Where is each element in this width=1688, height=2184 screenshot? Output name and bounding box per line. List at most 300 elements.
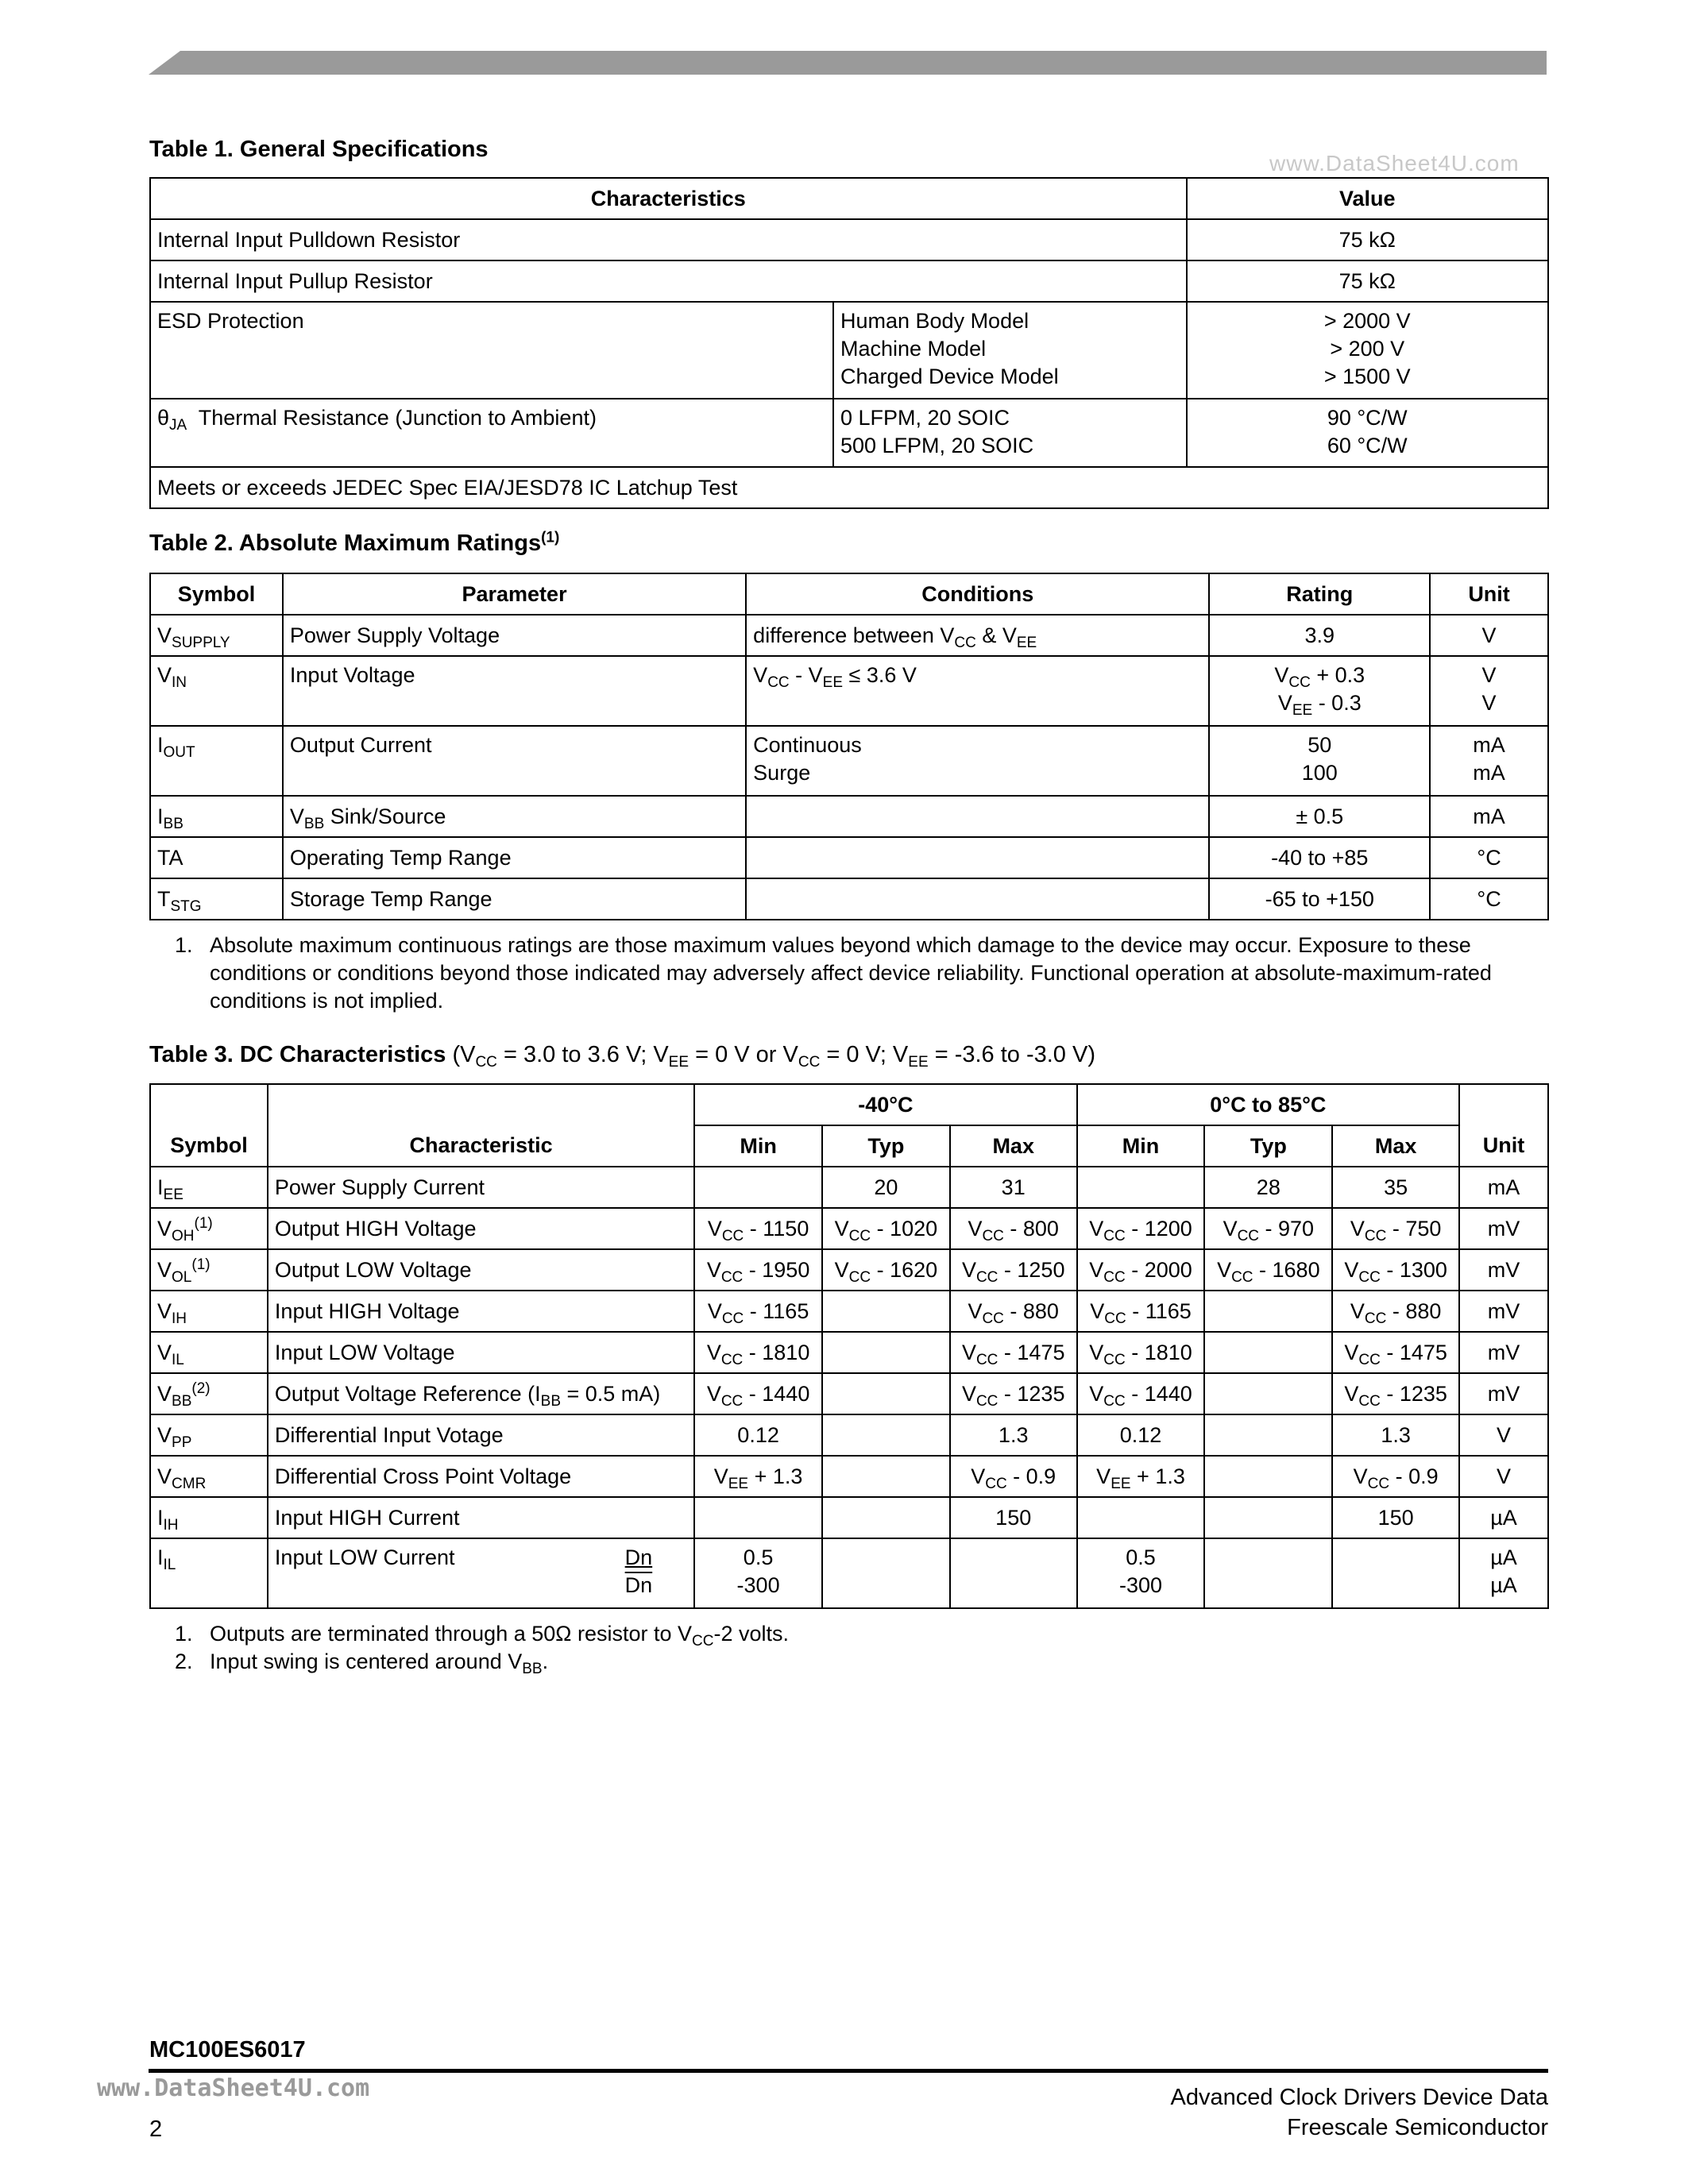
vcc-letter: V xyxy=(707,1298,722,1323)
max-cell xyxy=(1332,1373,1459,1414)
table2-caption-text: Table 2. Absolute Maximum Ratings xyxy=(149,531,542,556)
cell-value: - 1950 xyxy=(743,1257,810,1282)
cell-value: - 2000 xyxy=(1125,1257,1192,1282)
vcc-sub: CC xyxy=(1364,1310,1387,1327)
char-values xyxy=(1187,302,1548,399)
symbol xyxy=(150,615,283,656)
table3-caption-text: Table 3. DC Characteristics xyxy=(149,1042,446,1067)
cond-text: = -3.6 to -3.0 V) xyxy=(928,1042,1095,1067)
cell-value: 0.5 xyxy=(743,1545,774,1569)
symbol-subscript: BB xyxy=(172,1392,192,1410)
vcc-sub: CC xyxy=(985,1475,1007,1492)
note-text: . xyxy=(542,1650,549,1673)
table-row xyxy=(150,1167,1548,1208)
vcc-letter: V xyxy=(1089,1257,1104,1282)
char-text: = 0.5 mA) xyxy=(561,1381,661,1406)
vcc-letter: V xyxy=(1090,1298,1105,1323)
symbol-subscript: PP xyxy=(172,1433,192,1451)
vcc-sub: CC xyxy=(720,1351,744,1368)
vcc-letter: V xyxy=(961,1381,976,1406)
symbol xyxy=(150,1497,268,1538)
cell-value: - 1020 xyxy=(871,1216,938,1241)
cell-value: - 1620 xyxy=(871,1257,938,1282)
rating-sub: CC xyxy=(1288,674,1311,691)
min-cell xyxy=(694,1332,822,1373)
symbol-letter: I xyxy=(157,804,164,828)
header-unit: Unit xyxy=(1459,1125,1548,1167)
table3-conditions xyxy=(446,1042,1095,1071)
cell-value: - 0.9 xyxy=(1006,1464,1056,1488)
typ-cell: 20 xyxy=(822,1167,950,1208)
vcc-letter: V xyxy=(706,1340,721,1364)
cell-value: - 1440 xyxy=(743,1381,810,1406)
cond-text: (V xyxy=(446,1042,476,1067)
symbol-subscript: IL xyxy=(163,1557,176,1573)
symbol-letter: V xyxy=(157,1298,172,1323)
unit xyxy=(1430,656,1548,726)
cond-text: = 0 V; V xyxy=(820,1042,909,1067)
symbol-footnote: (2) xyxy=(191,1379,211,1397)
cell-value: -300 xyxy=(1118,1573,1163,1597)
typ-cell xyxy=(822,1538,950,1608)
vcc-sub: CC xyxy=(1231,1268,1253,1286)
cell-value: -300 xyxy=(736,1573,780,1597)
vcc-sub: CC xyxy=(848,1268,871,1286)
header-characteristic: Characteristic xyxy=(268,1125,694,1167)
table2-note1 xyxy=(175,932,1541,1015)
cell-value: - 0.9 xyxy=(1389,1464,1439,1488)
cond-sub: CC xyxy=(475,1054,497,1071)
max-cell: 150 xyxy=(950,1497,1077,1538)
vcc-sub: CC xyxy=(1358,1351,1381,1368)
table2-absolute-max-ratings xyxy=(149,573,1549,920)
symbol-subscript: BB xyxy=(163,815,183,832)
rating-text: + 0.3 xyxy=(1310,663,1365,687)
condition-500lfpm: 500 LFPM, 20 SOIC xyxy=(840,434,1034,457)
vcc-letter: V xyxy=(1350,1298,1365,1323)
cell-value: - 880 xyxy=(1003,1298,1059,1323)
symbol xyxy=(150,726,283,796)
rating: -40 to +85 xyxy=(1209,837,1430,878)
symbol-letter: V xyxy=(157,1464,172,1488)
table-row xyxy=(150,726,1548,796)
param-text: Sink/Source xyxy=(324,804,446,828)
max-cell xyxy=(950,1456,1077,1497)
min-cell xyxy=(1077,1332,1205,1373)
pin-dn: Dn xyxy=(624,1545,653,1569)
typ-cell xyxy=(822,1332,950,1373)
symbol-subscript: EE xyxy=(163,1186,183,1203)
rating: ± 0.5 xyxy=(1209,796,1430,837)
unit-line2: µA xyxy=(1490,1573,1517,1597)
cond-text: = 0 V or V xyxy=(689,1042,798,1067)
note-sub: CC xyxy=(692,1633,714,1650)
conditions xyxy=(746,878,1209,920)
symbol-letter: V xyxy=(157,1257,172,1282)
table-row xyxy=(150,1497,1548,1538)
unit-line1: µA xyxy=(1490,1545,1517,1569)
unit: mA xyxy=(1430,796,1548,837)
vcc-letter: V xyxy=(961,1257,976,1282)
symbol-subscript: IL xyxy=(172,1351,184,1368)
rating-line1: 50 xyxy=(1308,733,1332,757)
table1-caption: Table 1. General Specifications xyxy=(149,137,489,162)
min-cell xyxy=(1077,1538,1205,1608)
characteristic: Input HIGH Current xyxy=(268,1497,694,1538)
cond-line2: Surge xyxy=(753,761,811,785)
cond-sub: CC xyxy=(767,674,790,691)
vcc-sub: CC xyxy=(1237,1227,1260,1244)
parameter: Storage Temp Range xyxy=(283,878,746,920)
min-cell: 0.12 xyxy=(1077,1414,1205,1456)
header-unit: Unit xyxy=(1430,573,1548,615)
vcc-sub: CC xyxy=(1104,1310,1126,1327)
symbol-letter: I xyxy=(157,1505,164,1530)
value-500lfpm: 60 °C/W xyxy=(1327,434,1408,457)
footer-part-number: MC100ES6017 xyxy=(149,2037,306,2062)
parameter: Input Voltage xyxy=(283,656,746,726)
theta-symbol: θ xyxy=(157,406,170,430)
rating-line1 xyxy=(1216,662,1423,689)
vcc-letter: V xyxy=(1089,1381,1104,1406)
unit: mV xyxy=(1459,1373,1548,1414)
vcc-sub: CC xyxy=(1103,1392,1126,1410)
table1-header-characteristics: Characteristics xyxy=(150,178,1187,219)
typ-cell xyxy=(822,1208,950,1249)
parameter: Output Current xyxy=(283,726,746,796)
table-row xyxy=(150,837,1548,878)
min-cell xyxy=(694,1538,822,1608)
symbol-subscript: CMR xyxy=(172,1475,207,1492)
parameter: Power Supply Voltage xyxy=(283,615,746,656)
max-cell: 35 xyxy=(1332,1167,1459,1208)
cell-value: - 1300 xyxy=(1380,1257,1447,1282)
vcc-letter: V xyxy=(1223,1216,1238,1241)
symbol xyxy=(150,1538,268,1608)
header-symbol: Symbol xyxy=(150,573,283,615)
typ-cell xyxy=(822,1373,950,1414)
vcc-letter: V xyxy=(1089,1340,1104,1364)
table-row xyxy=(150,615,1548,656)
thermal-label: Thermal Resistance (Junction to Ambient) xyxy=(198,406,597,430)
rating-text: V xyxy=(1277,691,1292,715)
header-rating: Rating xyxy=(1209,573,1430,615)
char-name xyxy=(150,399,833,467)
footer-doc-title: Advanced Clock Drivers Device Data xyxy=(1170,2085,1548,2110)
max-cell xyxy=(1332,1538,1459,1608)
table-row xyxy=(150,656,1548,726)
unit: mV xyxy=(1459,1208,1548,1249)
vcc-letter: V xyxy=(961,1340,976,1364)
note-text: Input swing is centered around V xyxy=(210,1650,523,1673)
symbol-subscript: IH xyxy=(163,1516,179,1534)
vcc-letter: V xyxy=(1344,1257,1359,1282)
char-name: Internal Input Pulldown Resistor xyxy=(150,219,1187,260)
value-cdm: > 1500 V xyxy=(1323,365,1411,388)
typ-cell xyxy=(1204,1414,1332,1456)
rating-text: - 0.3 xyxy=(1312,691,1362,715)
table-row xyxy=(150,260,1548,302)
typ-cell xyxy=(1204,1373,1332,1414)
symbol xyxy=(150,1332,268,1373)
unit: mV xyxy=(1459,1332,1548,1373)
typ-cell xyxy=(822,1249,950,1291)
symbol-subscript: IN xyxy=(172,674,187,691)
vcc-letter: V xyxy=(834,1216,849,1241)
value-mm: > 200 V xyxy=(1330,337,1405,361)
cell-value: - 1250 xyxy=(998,1257,1065,1282)
characteristic: Output LOW Voltage xyxy=(268,1249,694,1291)
min-cell xyxy=(694,1167,822,1208)
watermark-top: www.DataSheet4U.com xyxy=(1269,151,1520,176)
conditions xyxy=(746,796,1209,837)
char-name: Internal Input Pullup Resistor xyxy=(150,260,1187,302)
header-blank xyxy=(268,1084,694,1125)
vcc-sub: CC xyxy=(721,1227,744,1244)
condition-0lfpm: 0 LFPM, 20 SOIC xyxy=(840,406,1010,430)
table3-note2 xyxy=(175,1648,1541,1676)
unit: mA xyxy=(1459,1167,1548,1208)
table3-note1 xyxy=(175,1620,1541,1648)
header-symbol: Symbol xyxy=(150,1125,268,1167)
cell-value: - 1810 xyxy=(743,1340,810,1364)
max-cell: 150 xyxy=(1332,1497,1459,1538)
vcc-letter: V xyxy=(968,1298,983,1323)
cell-value: - 880 xyxy=(1386,1298,1442,1323)
table-row xyxy=(150,1456,1548,1497)
vcc-sub: CC xyxy=(1358,1268,1381,1286)
max-cell xyxy=(1332,1332,1459,1373)
vcc-sub: CC xyxy=(1103,1351,1126,1368)
symbol-footnote: (1) xyxy=(194,1214,213,1232)
cond-text: V xyxy=(753,663,768,687)
header-blank xyxy=(150,1084,268,1125)
table3-notes xyxy=(175,1620,1541,1676)
note-text: -2 volts. xyxy=(713,1622,789,1646)
vcc-letter: V xyxy=(1353,1464,1368,1488)
table-row xyxy=(150,878,1548,920)
typ-cell xyxy=(822,1291,950,1332)
parameter xyxy=(283,796,746,837)
note-text: Absolute maximum continuous ratings are those maximum values beyond which damage to the device may occur. Exposure to these conditions or conditions beyond those indicated may adversely affect device reliability. Functional operation at absolute-maximum-rated conditions is not implied. xyxy=(210,933,1492,1013)
value-hbm: > 2000 V xyxy=(1323,309,1411,333)
max-cell xyxy=(950,1373,1077,1414)
header-group-minus40: -40°C xyxy=(694,1084,1076,1125)
cond-text: - V xyxy=(789,663,823,687)
vcc-sub: CC xyxy=(720,1392,744,1410)
min-cell xyxy=(1077,1497,1205,1538)
rating-line2: 100 xyxy=(1301,761,1338,785)
vcc-letter: V xyxy=(1089,1216,1104,1241)
note-number: 2. xyxy=(175,1650,193,1673)
value-0lfpm: 90 °C/W xyxy=(1327,406,1408,430)
header-blank xyxy=(1459,1084,1548,1125)
table-row xyxy=(150,1249,1548,1291)
char-sub: BB xyxy=(540,1392,561,1410)
rating: -65 to +150 xyxy=(1209,878,1430,920)
param-sub: BB xyxy=(303,815,325,832)
header-max: Max xyxy=(950,1125,1077,1167)
symbol xyxy=(150,796,283,837)
min-cell xyxy=(694,1497,822,1538)
unit-line2: V xyxy=(1481,691,1497,715)
table2-notes xyxy=(175,932,1541,1015)
unit: V xyxy=(1459,1456,1548,1497)
characteristic xyxy=(268,1538,694,1608)
table-row xyxy=(150,467,1548,508)
unit xyxy=(1430,726,1548,796)
cell-value: - 1810 xyxy=(1125,1340,1192,1364)
cond-text: & V xyxy=(975,623,1017,647)
latchup-note: Meets or exceeds JEDEC Spec EIA/JESD78 IC Latchup Test xyxy=(150,467,1548,508)
cond-sub: EE xyxy=(668,1054,689,1071)
table-row xyxy=(150,796,1548,837)
note-text: Outputs are terminated through a 50Ω resistor to V xyxy=(210,1622,692,1646)
characteristic: Differential Input Votage xyxy=(268,1414,694,1456)
rating-line2 xyxy=(1216,689,1423,717)
symbol-letter: I xyxy=(157,1175,164,1199)
max-cell xyxy=(1332,1249,1459,1291)
conditions xyxy=(746,726,1209,796)
vcc-letter: V xyxy=(1344,1381,1359,1406)
condition-hbm: Human Body Model xyxy=(840,309,1029,333)
min-cell xyxy=(694,1249,822,1291)
vcc-letter: V xyxy=(1344,1340,1359,1364)
conditions xyxy=(746,615,1209,656)
header-conditions: Conditions xyxy=(746,573,1209,615)
max-cell xyxy=(950,1538,1077,1608)
characteristic: Output HIGH Voltage xyxy=(268,1208,694,1249)
table3-caption xyxy=(149,1042,1095,1071)
cond-sub: CC xyxy=(798,1054,821,1071)
cell-value: - 1165 xyxy=(744,1298,809,1323)
vee-sub: EE xyxy=(728,1475,749,1492)
vcc-sub: CC xyxy=(982,1310,1004,1327)
char-text: Input LOW Current xyxy=(274,1545,455,1569)
min-cell xyxy=(1077,1167,1205,1208)
pin-dn-bar: $\overline{Dn}$ xyxy=(624,1573,653,1597)
cell-value: - 1475 xyxy=(998,1340,1065,1364)
vee-letter: V xyxy=(713,1464,728,1488)
header-min: Min xyxy=(1077,1125,1205,1167)
char-conditions xyxy=(833,302,1187,399)
max-cell: 1.3 xyxy=(950,1414,1077,1456)
typ-cell xyxy=(1204,1249,1332,1291)
table-row xyxy=(150,1208,1548,1249)
table-row xyxy=(150,399,1548,467)
char-text: Output Voltage Reference (I xyxy=(274,1381,541,1406)
header-bar xyxy=(149,51,1547,75)
vcc-letter: V xyxy=(834,1257,849,1282)
header-typ: Typ xyxy=(822,1125,950,1167)
symbol-footnote: (1) xyxy=(191,1256,211,1273)
table-row xyxy=(150,1414,1548,1456)
min-cell xyxy=(694,1208,822,1249)
characteristic: Differential Cross Point Voltage xyxy=(268,1456,694,1497)
vcc-sub: CC xyxy=(975,1392,999,1410)
max-cell xyxy=(950,1208,1077,1249)
min-cell xyxy=(1077,1249,1205,1291)
cond-text: difference between V xyxy=(753,623,955,647)
cond-sub: EE xyxy=(822,674,844,691)
symbol xyxy=(150,1167,268,1208)
min-cell xyxy=(694,1456,822,1497)
unit: mV xyxy=(1459,1291,1548,1332)
table-row xyxy=(150,219,1548,260)
conditions xyxy=(746,656,1209,726)
char-value: 75 kΩ xyxy=(1187,219,1548,260)
vcc-sub: CC xyxy=(848,1227,871,1244)
vcc-letter: V xyxy=(706,1257,721,1282)
note-number: 1. xyxy=(175,1622,193,1646)
unit: °C xyxy=(1430,837,1548,878)
cond-text: = 3.0 to 3.6 V; V xyxy=(496,1042,669,1067)
header-max: Max xyxy=(1332,1125,1459,1167)
typ-cell xyxy=(822,1456,950,1497)
char-conditions xyxy=(833,399,1187,467)
conditions xyxy=(746,837,1209,878)
typ-cell xyxy=(822,1414,950,1456)
symbol xyxy=(150,1456,268,1497)
cell-value: - 970 xyxy=(1259,1216,1315,1241)
rating xyxy=(1209,726,1430,796)
typ-cell xyxy=(1204,1497,1332,1538)
symbol: TA xyxy=(150,837,283,878)
symbol-subscript: IH xyxy=(172,1310,187,1327)
unit-line1: mA xyxy=(1473,733,1505,757)
table2-caption-footnote: (1) xyxy=(541,529,560,546)
symbol-letter: V xyxy=(157,663,172,687)
vcc-letter: V xyxy=(707,1216,722,1241)
table-row xyxy=(150,1538,1548,1608)
vcc-sub: CC xyxy=(721,1310,744,1327)
max-cell xyxy=(950,1332,1077,1373)
symbol xyxy=(150,1373,268,1414)
cell-value: - 750 xyxy=(1386,1216,1442,1241)
characteristic: Power Supply Current xyxy=(268,1167,694,1208)
cell-value: - 1200 xyxy=(1125,1216,1192,1241)
note-sub: BB xyxy=(522,1661,543,1677)
footer-rule xyxy=(149,2069,1548,2073)
cell-value: - 1150 xyxy=(744,1216,809,1241)
cell-value: + 1.3 xyxy=(1130,1464,1185,1488)
condition-mm: Machine Model xyxy=(840,337,987,361)
symbol-letter: V xyxy=(157,623,172,647)
table-row xyxy=(150,1291,1548,1332)
vcc-sub: CC xyxy=(1364,1227,1387,1244)
max-cell: 31 xyxy=(950,1167,1077,1208)
max-cell xyxy=(950,1249,1077,1291)
symbol-letter: V xyxy=(157,1216,172,1241)
typ-cell xyxy=(1204,1456,1332,1497)
table2-caption xyxy=(149,531,559,557)
symbol-letter: V xyxy=(157,1340,172,1364)
cell-value: 0.5 xyxy=(1126,1545,1156,1569)
unit: V xyxy=(1430,615,1548,656)
table3-dc-characteristics xyxy=(149,1083,1549,1609)
vcc-sub: CC xyxy=(975,1268,999,1286)
typ-cell xyxy=(822,1497,950,1538)
min-cell xyxy=(1077,1291,1205,1332)
page-number: 2 xyxy=(149,2116,163,2142)
min-cell: 0.12 xyxy=(694,1414,822,1456)
param-text: V xyxy=(289,804,304,828)
symbol-subscript: OH xyxy=(172,1227,195,1244)
cell-value: - 1680 xyxy=(1253,1257,1320,1282)
symbol xyxy=(150,656,283,726)
min-cell xyxy=(694,1373,822,1414)
cell-value: - 1475 xyxy=(1380,1340,1447,1364)
